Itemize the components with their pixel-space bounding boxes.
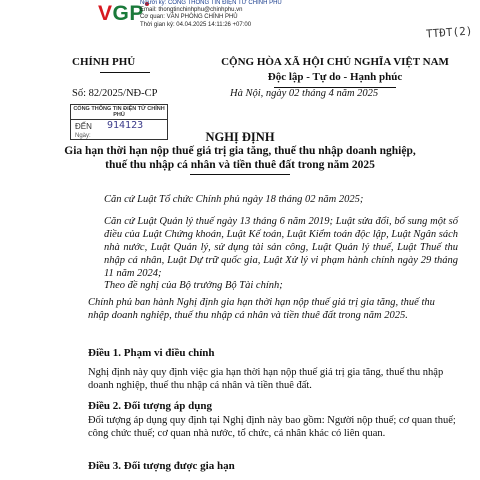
document-number: Số: 82/2025/NĐ-CP (72, 88, 158, 99)
stamp-date-label: Ngày: (75, 133, 91, 139)
digital-signature-block (140, 0, 282, 29)
vgp-logo: VGP (98, 2, 149, 26)
article-1-heading: Điều 1. Phạm vi điều chỉnh (88, 347, 215, 359)
article-2-heading: Điều 2. Đối tượng áp dụng (88, 400, 212, 412)
national-motto: Độc lập - Tự do - Hạnh phúc (267, 71, 403, 83)
place-date: Hà Nội, ngày 02 tháng 4 năm 2025 (230, 88, 379, 99)
document-title-line1: Gia hạn thời hạn nộp thuế giá trị gia tăng, thuế thu nhập doanh nghiệp, (64, 145, 416, 157)
preamble-proposal: Theo đề nghị của Bộ trưởng Bộ Tài chính; (104, 280, 283, 291)
signature-time: Thời gian ký: 04.04.2025 14:11:26 +07:00 (140, 21, 252, 28)
title-underline (190, 174, 290, 175)
issuer-name: CHÍNH PHỦ (72, 56, 136, 68)
national-header (200, 55, 470, 88)
preamble-basis-1: Căn cứ Luật Tổ chức Chính phủ ngày 18 tháng 02 năm 2025; (104, 194, 364, 205)
issuer-underline (100, 72, 150, 73)
handwritten-note: TTĐT(2) (425, 24, 473, 41)
signature-email: Email: thongtinchinhphu@chinhphu.vn (140, 7, 243, 14)
document-type: NGHỊ ĐỊNH (205, 130, 275, 144)
signature-signer: Người ký: CỔNG THÔNG TIN ĐIỆN TỬ CHÍNH PHỦ (140, 0, 282, 6)
stamp-number: 914123 (107, 120, 144, 131)
article-2-text: Đối tượng áp dụng quy định tại Nghị định này bao gồm: Người nộp thuế; cơ quan thuế; công chức thuế; cơ quan nhà nước, tổ chức, cá nhân khác có liên quan. (88, 415, 456, 439)
signature-agency: Cơ quan: VĂN PHÒNG CHÍNH PHỦ (140, 14, 238, 21)
article-3-heading: Điều 3. Đối tượng được gia hạn (88, 460, 235, 472)
document-title-line2: thuế thu nhập cá nhân và tiền thuê đất trong năm 2025 (105, 159, 375, 171)
article-1-text: Nghị định này quy định việc gia hạn thời hạn nộp thuế giá trị gia tăng, thuế thu nhập doanh nghiệp, thuế thu nhập cá nhân và tiền thuê đất. (88, 367, 444, 391)
nation-title: CỘNG HÒA XÃ HỘI CHỦ NGHĨA VIỆT NAM (221, 56, 449, 68)
stamp-label: ĐẾN (75, 122, 92, 131)
preamble-enactment: Chính phủ ban hành Nghị định gia hạn thời hạn nộp thuế giá trị gia tăng, thuế thu nhập doanh nghiệp, thuế thu nhập cá nhân và tiền thuê đất trong năm 2025. (88, 297, 435, 321)
stamp-header: CỔNG THÔNG TIN ĐIỆN TỬ CHÍNH PHỦ (71, 105, 167, 120)
preamble-basis-2: Căn cứ Luật Quản lý thuế ngày 13 tháng 6 năm 2019; Luật sửa đổi, bổ sung một số điều của Luật Chứng khoán, Luật Kế toán, Luật Kiểm toán độc lập, Luật Ngân sách nhà nước, Luật Quản lý, sử dụng tài sản công, Luật Quản lý thuế, Luật Thuế thu nhập cá nhân, Luật Dự trữ quốc gia, Luật Xử lý vi phạm hành chính ngày 29 tháng 11 năm 2024; (104, 216, 458, 279)
